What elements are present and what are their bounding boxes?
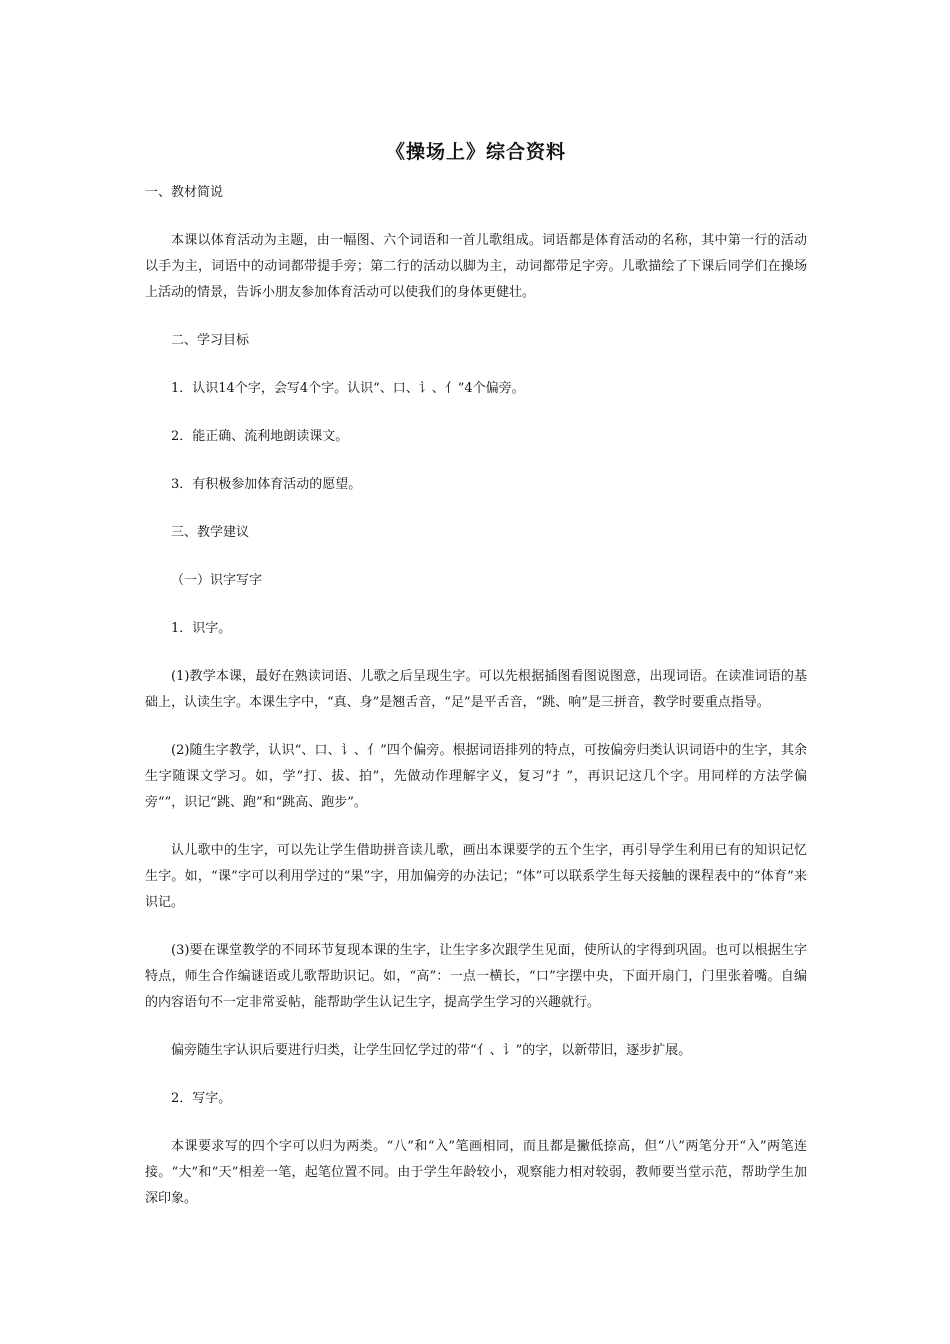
paragraph-recognize-2: (2)随生字教学，认识“、口、讠、亻”四个偏旁。根据词语排列的特点，可按偏旁归类认识词语中的生字，其余生字随课文学习。如，学“打、拔、拍”，先做动作理解字义，复习“扌”，再识记这几个字。用同样的方法学偏旁“”，识记“跳、跑”和“跳高、跑步”。 xyxy=(145,743,807,810)
section-heading-goals: 二、学习目标 xyxy=(171,333,250,348)
subsection-heading-literacy: （一）识字写字 xyxy=(171,573,263,588)
section-heading-suggestions: 三、教学建议 xyxy=(171,525,250,540)
paragraph-writing: 本课要求写的四个字可以归为两类。“八”和“入”笔画相同，而且都是撇低捺高，但“八”两笔分开“入”两笔连接。“大”和“天”相差一笔，起笔位置不同。由于学生年龄较小，观察能力相对较弱，教师要当堂示范，帮助学生加深印象。 xyxy=(145,1139,807,1206)
paragraph-recognize-3: (3)要在课堂教学的不同环节复现本课的生字，让生字多次跟学生见面，使所认的字得到巩固。也可以根据生字特点，师生合作编谜语或儿歌帮助识记。如，“高”：一点一横长，“口”字摆中央，下面开扇门，门里张着嘴。自编的内容语句不一定非常妥帖，能帮助学生认记生字，提高学生学习的兴趣就行。 xyxy=(145,943,807,1010)
goal-item-2: 2．能正确、流利地朗读课文。 xyxy=(171,429,349,444)
goal-item-3: 3．有积极参加体育活动的愿望。 xyxy=(171,477,362,492)
item-heading-writing: 2．写字。 xyxy=(171,1091,232,1106)
section-heading-textbook: 一、教材简说 xyxy=(145,185,224,200)
paragraph-nursery-rhyme: 认儿歌中的生字，可以先让学生借助拼音读儿歌，画出本课要学的五个生字，再引导学生利用已有的知识记忆生字。如，“课”字可以利用学过的“果”字，用加偏旁的办法记；“体”可以联系学生每天接触的课程表中的“体育”来识记。 xyxy=(145,843,807,910)
document-page xyxy=(145,138,807,1212)
paragraph-radicals: 偏旁随生字认识后要进行归类，让学生回忆学过的带“亻、讠”的字，以新带旧，逐步扩展。 xyxy=(171,1043,692,1058)
item-heading-recognize: 1．识字。 xyxy=(171,621,232,636)
goal-item-1: 1．认识14个字，会写4个字。认识“、口、讠、亻”4个偏旁。 xyxy=(171,381,525,396)
paragraph-recognize-1: (1)教学本课，最好在熟读词语、儿歌之后呈现生字。可以先根据插图看图说图意，出现词语。在读准词语的基础上，认读生字。本课生字中，“真、身”是翘舌音，“足”是平舌音，“跳、响”是三拼音，教学时要重点指导。 xyxy=(145,669,807,710)
document-title: 《操场上》综合资料 xyxy=(385,141,566,163)
textbook-paragraph: 本课以体育活动为主题，由一幅图、六个词语和一首儿歌组成。词语都是体育活动的名称，其中第一行的活动以手为主，词语中的动词都带提手旁；第二行的活动以脚为主，动词都带足字旁。儿歌描绘了下课后同学们在操场上活动的情景，告诉小朋友参加体育活动可以使我们的身体更健壮。 xyxy=(145,233,807,300)
